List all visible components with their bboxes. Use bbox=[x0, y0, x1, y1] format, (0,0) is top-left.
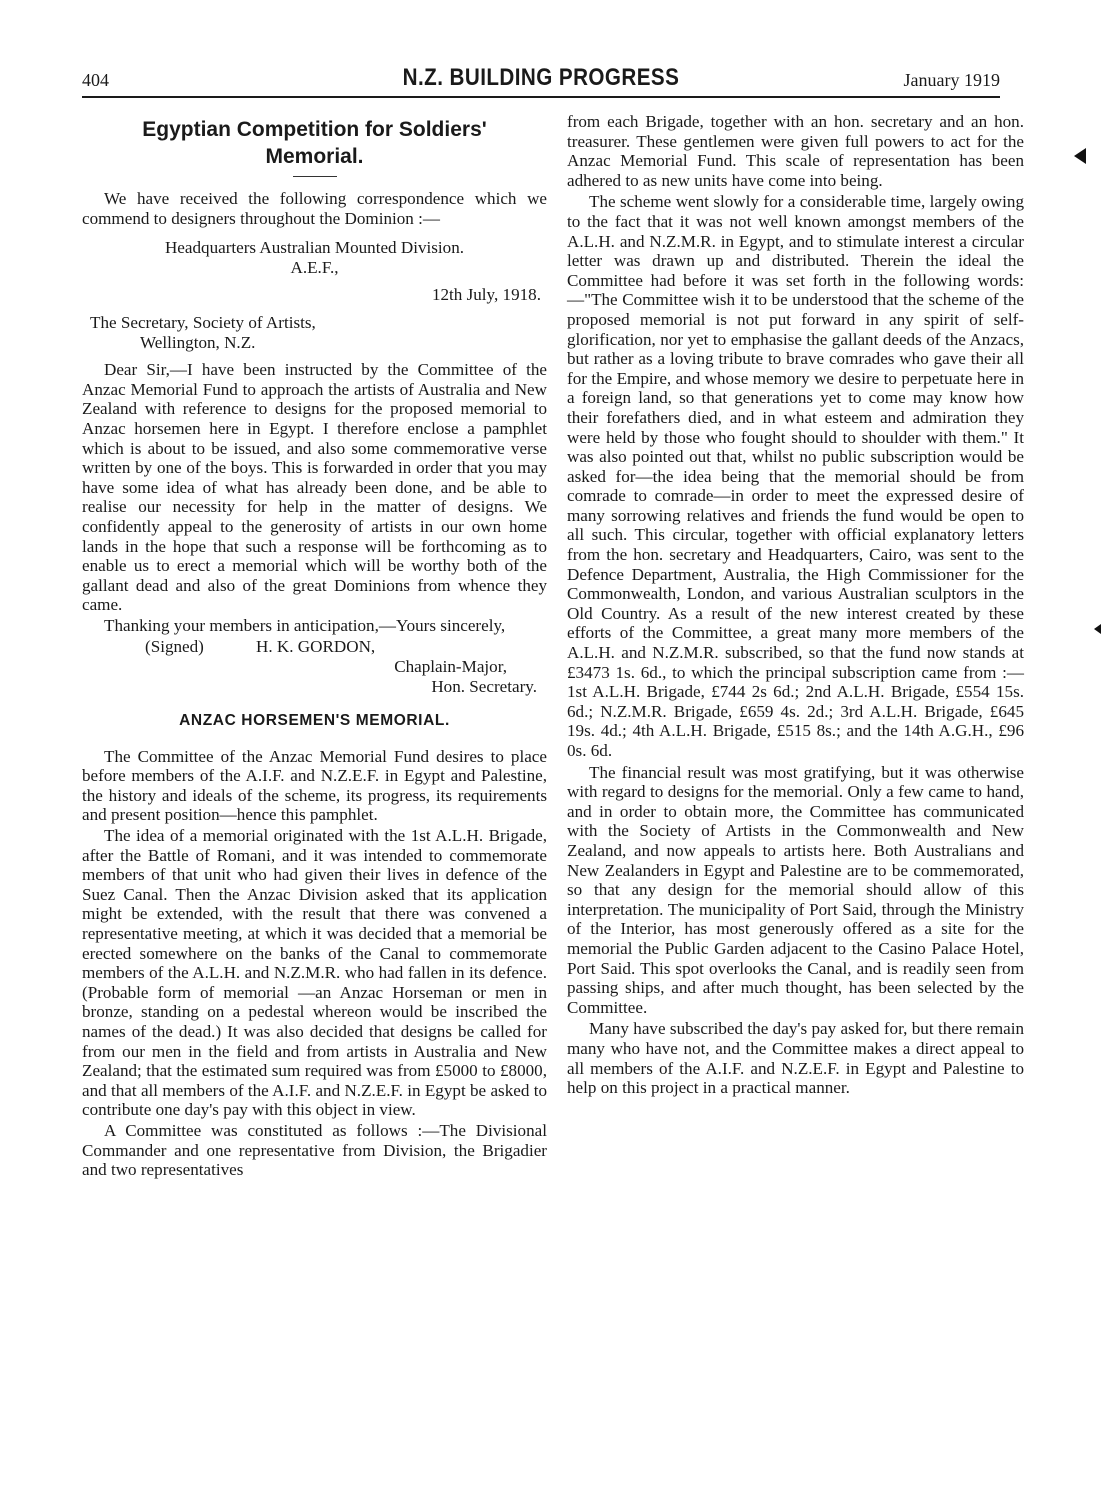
signer-title-1: Chaplain-Major, bbox=[394, 657, 507, 677]
article-title-line-2: Memorial. bbox=[265, 145, 364, 168]
title-rule bbox=[293, 176, 337, 177]
signed-label: (Signed) bbox=[145, 637, 204, 657]
letter-to-line-2: Wellington, N.Z. bbox=[140, 332, 256, 352]
header-rule bbox=[82, 96, 1000, 98]
letter-body: Dear Sir,—I have been instructed by the Committee of the Anzac Memorial Fund to approach the artists of Australia and New Zealand with reference to designs for the proposed memorial to Anzac horsemen here in Egypt. I therefore enclose a pamphlet which is about to be issued, and also some commemorative verse written by one of the boys. This is forwarded in order that you may have some idea of what has already been done, and be able to realise our necessity for help in the matter of designs. We confidently appeal to the generosity of artists in our own home lands in the hope that such a response will be forthcoming as to enable us to erect a memorial which will be worthy both of the gallant dead and also of the great Dominions from whence they came. bbox=[82, 360, 547, 615]
right-paragraph-2: The scheme went slowly for a considerable time, largely owing to the fact that it was not well known amongst members of the A.L.H. and N.Z.M.R. in Egypt, and to stimulate interest a circular letter was drawn up and distributed. Therein the ideal the Committee had before it was set forth in the following words:—"The Committee wish it to be understood that the scheme of the proposed memorial is not put forward in any spirit of self-glorification, nor yet to emphasise the gallant deeds of the Anzacs, but rather as a loving tribute to brave comrades who gave their all for the Empire, and whose memory we desire to perpetuate here in a foreign land, so that generations yet to come may know how their forefathers died, and in what esteem and admiration they were held by those who fought should to shoulder with them." It was also pointed out that, whilst no public subscription would be asked for—the idea being that the memorial should be from comrade to comrade—in order to meet the expressed desire of many sorrowing relatives and friends the fund would be open to all such. This circular, together with official explanatory letters from the hon. secretary and Headquarters, Cairo, was sent to the Defence Department, Australia, the High Commissioner for the Commonwealth, London, and various Australian sculptors in the Old Country. As a result of the new interest created by these efforts of the Committee, a great many more members of the A.L.H. and N.Z.M.R. subscribed, so that the fund now stands at £3473 1s. 6d., to which the principal subscription came from :—1st A.L.H. Brigade, £744 2s 6d.; 2nd A.L.H. Brigade, £554 15s. 6d.; N.Z.M.R. Brigade, £659 4s. 2d.; 3rd A.L.H. Brigade, £645 19s. 4d.; 4th A.L.H. Brigade, £515 8s.; and the 14th A.G.H., £96 0s. 6d. bbox=[567, 192, 1024, 760]
letter-to-line-1: The Secretary, Society of Artists, bbox=[90, 312, 316, 332]
left-paragraph-3: A Committee was constituted as follows :—The Divisional Commander and one representative from Division, the Brigadier and two representatives bbox=[82, 1120, 547, 1180]
intro-paragraph: We have received the following correspondence which we commend to designers throughout the Dominion :— bbox=[82, 189, 547, 228]
signature-row bbox=[82, 637, 547, 657]
journal-title: N.Z. BUILDING PROGRESS bbox=[402, 64, 680, 91]
left-paragraph-1: The Committee of the Anzac Memorial Fund desires to place before members of the A.I.F. and N.Z.E.F. in Egypt and Palestine, the history and ideals of the scheme, its progress, its requirements and present position—hence this pamphlet. bbox=[82, 746, 547, 825]
article-title-line-1: Egyptian Competition for Soldiers' bbox=[142, 118, 487, 141]
left-paragraph-2: The idea of a memorial originated with the 1st A.L.H. Brigade, after the Battle of Romani, and it was intended to commemorate members of that unit who had given their lives in defence of the Suez Canal. Then the Anzac Division asked that its application might be extended, with the result that there was convened a representative meeting, at which it was decided that a memorial be erected somewhere on the banks of the Canal to commemorate members of the A.L.H. and N.Z.M.R. who had fallen in its defence. (Probable form of memorial —an Anzac Horseman or men in bronze, standing on a pedestal whereon would be inscribed the names of the dead.) It was also decided that designs be called for from our men in the field and from artists in Australia and New Zealand; that the estimated sum required was from £5000 to £8000, and that all members of the A.I.F. and N.Z.E.F. in Egypt be asked to contribute one day's pay with this object in view. bbox=[82, 826, 547, 1120]
running-header bbox=[82, 62, 1000, 96]
page-number: 404 bbox=[82, 70, 109, 90]
letter-from-line-1: Headquarters Australian Mounted Division. bbox=[164, 238, 465, 258]
right-column bbox=[567, 112, 1024, 1100]
right-paragraph-3: The financial result was most gratifying, but it was otherwise with regard to designs for the memorial. Only a few came to hand, and in order to obtain more, the Committee has communicated with the Society of Artists in the Commonwealth and New Zealand, and now appeals to artists here. Both Australians and New Zealanders in Egypt and Palestine are to be commemorated, so that any design for the memorial should allow of this interpretation. The municipality of Port Said, through the Ministry of the Interior, has most generously offered as a site for the memorial the Public Garden adjacent to the Casino Palace Hotel, Port Said. This spot overlooks the Canal, and is readily seen from passing ships, and after much thought, has been selected by the Committee. bbox=[567, 762, 1024, 1017]
letter-from-line-2: A.E.F., bbox=[290, 257, 339, 277]
right-paragraph-4: Many have subscribed the day's pay asked for, but there remain many who have not, and the Committee makes a direct appeal to all members of the A.I.F. and N.Z.E.F. in Egypt and Palestine to help on this project in a practical manner. bbox=[567, 1019, 1024, 1098]
signer-title-2: Hon. Secretary. bbox=[431, 677, 537, 697]
signer-name: H. K. GORDON, bbox=[256, 637, 376, 657]
article-title bbox=[82, 116, 547, 170]
letter-date: 12th July, 1918. bbox=[431, 285, 541, 305]
issue-date: January 1919 bbox=[903, 70, 1000, 90]
section-heading: ANZAC HORSEMEN'S MEMORIAL. bbox=[179, 711, 450, 729]
margin-arrow-icon bbox=[1074, 148, 1086, 164]
margin-arrow-small-icon bbox=[1094, 624, 1101, 634]
right-paragraph-1: from each Brigade, together with an hon. secretary and an hon. treasurer. These gentlemen were given full powers to act for the Anzac Memorial Fund. This scale of representation has been adhered to as new units have come into being. bbox=[567, 112, 1024, 190]
letter-closing: Thanking your members in anticipation,—Yours sincerely, bbox=[104, 615, 506, 635]
left-column bbox=[82, 112, 547, 1181]
